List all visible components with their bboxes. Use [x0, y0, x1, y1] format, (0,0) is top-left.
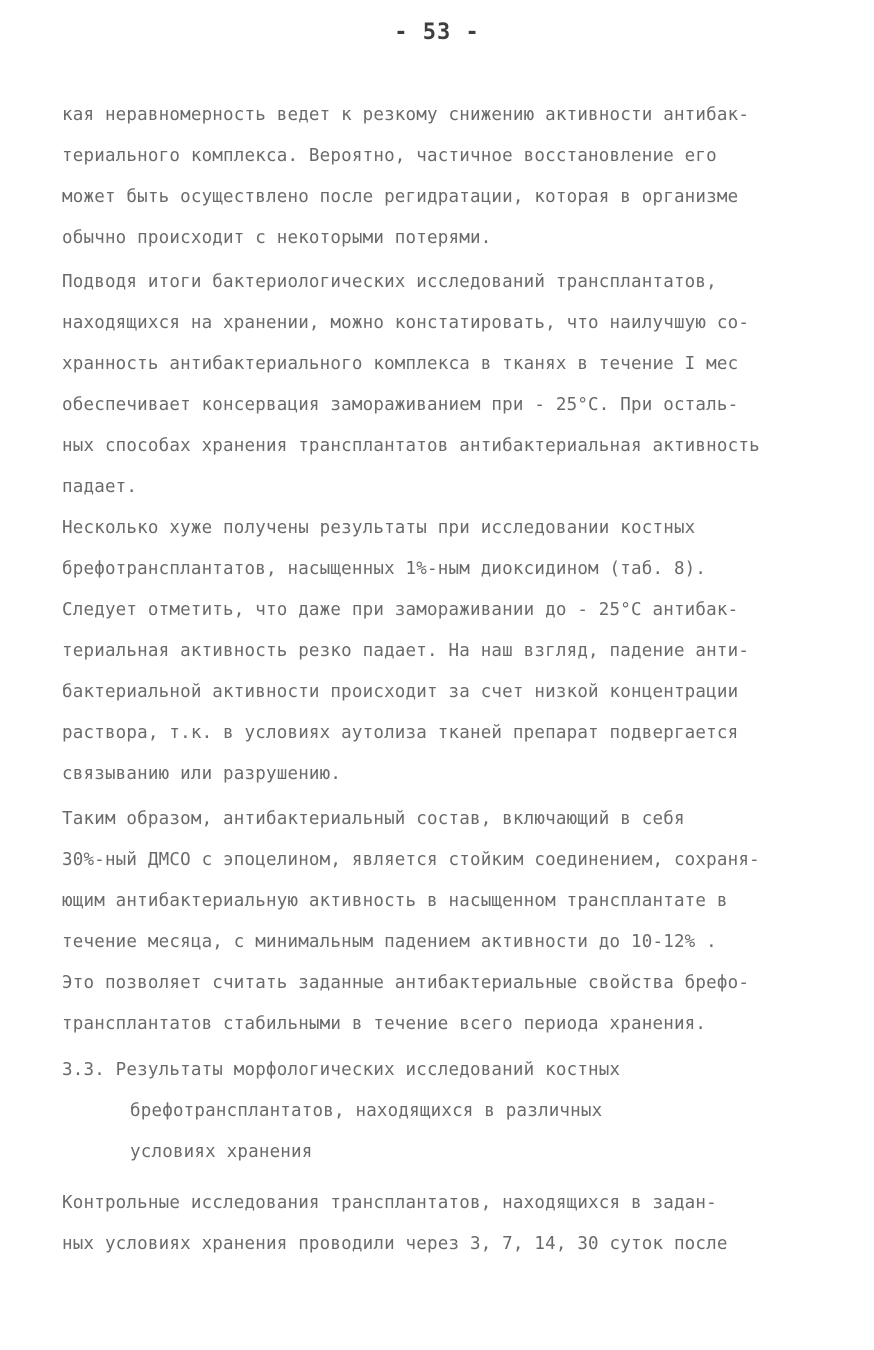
- text-line: Подводя итоги бактериологических исследований трансплантатов,: [62, 272, 717, 292]
- text-line: брефотрансплантатов, насыщенных 1%-ным диоксидином (таб. 8).: [62, 559, 707, 579]
- text-line: 30%-ный ДМСО с эпоцелином, является стойким соединением, сохраня-: [62, 850, 760, 870]
- text-line: ющим антибактериальную активность в насыщенном трансплантате в: [62, 891, 728, 911]
- text-line: ных условиях хранения проводили через 3, 7, 14, 30 суток после: [62, 1234, 728, 1254]
- text-line: Несколько хуже получены результаты при исследовании костных: [62, 518, 696, 538]
- text-line: бактериальной активности происходит за счет низкой концентрации: [62, 682, 739, 702]
- text-line: Это позволяет считать заданные антибактериальные свойства брефо-: [62, 973, 750, 993]
- page-number: - 53 -: [394, 20, 480, 45]
- text-line: Следует отметить, что даже при замораживании до - 25°С антибак-: [62, 600, 739, 620]
- text-line: обычно происходит с некоторыми потерями.: [62, 228, 492, 248]
- text-line: Таким образом, антибактериальный состав, включающий в себя: [62, 809, 685, 829]
- text-line: падает.: [62, 477, 138, 497]
- section-heading-line: условиях хранения: [130, 1142, 313, 1162]
- text-line: раствора, т.к. в условиях аутолиза тканей препарат подвергается: [62, 723, 739, 743]
- text-line: кая неравномерность ведет к резкому снижению активности антибак-: [62, 105, 750, 125]
- text-line: териальная активность резко падает. На наш взгляд, падение анти-: [62, 641, 750, 661]
- text-line: может быть осуществлено после регидратации, которая в организме: [62, 187, 739, 207]
- text-line: хранность антибактериального комплекса в тканях в течение I мес: [62, 354, 739, 374]
- text-line: обеспечивает консервация замораживанием при - 25°С. При осталь-: [62, 395, 739, 415]
- text-line: связыванию или разрушению.: [62, 764, 342, 784]
- text-line: течение месяца, с минимальным падением активности до 10-12% .: [62, 932, 717, 952]
- text-line: трансплантатов стабильными в течение всего периода хранения.: [62, 1014, 707, 1034]
- section-heading-line: брефотрансплантатов, находящихся в различных: [130, 1101, 603, 1121]
- text-line: ных способах хранения трансплантатов антибактериальная активность: [62, 436, 760, 456]
- text-line: Контрольные исследования трансплантатов, находящихся в задан-: [62, 1193, 717, 1213]
- text-line: находящихся на хранении, можно констатировать, что наилучшую со-: [62, 313, 750, 333]
- text-line: териального комплекса. Вероятно, частичное восстановление его: [62, 146, 717, 166]
- section-heading-line: 3.3. Результаты морфологических исследований костных: [62, 1060, 621, 1080]
